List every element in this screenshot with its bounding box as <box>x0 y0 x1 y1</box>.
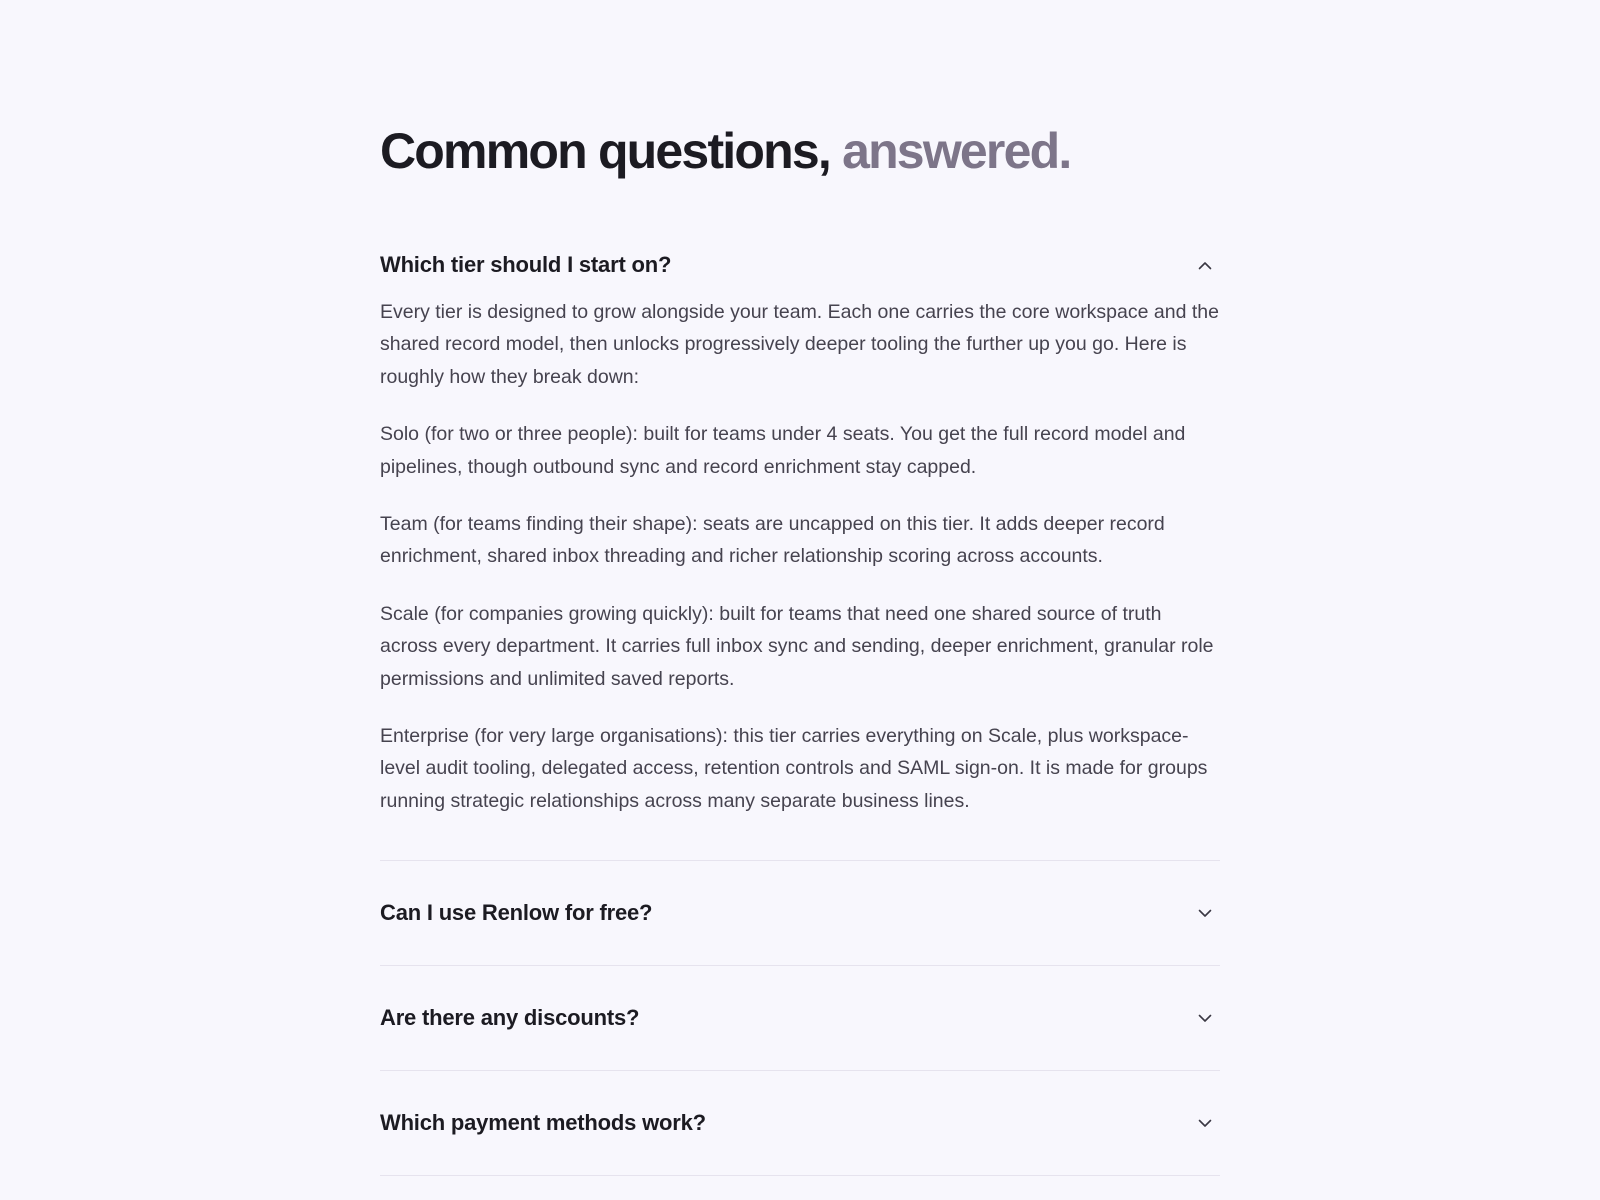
faq-list <box>380 230 1220 1176</box>
page-title <box>380 118 1070 184</box>
faq-answer <box>380 296 1220 860</box>
chevron-down-icon[interactable] <box>1194 1007 1216 1029</box>
faq-toggle-which-tier[interactable] <box>380 230 1220 300</box>
answer-paragraph-team: Team (for teams finding their shape): seats are uncapped on this tier. It adds deeper record enrichment, shared inbox threading and richer relationship scoring across accounts. <box>380 513 1165 568</box>
faq-question-text: Which payment methods work? <box>380 1110 706 1136</box>
faq-item-which-tier <box>380 230 1220 861</box>
faq-toggle-payment-methods[interactable] <box>380 1071 1220 1175</box>
faq-toggle-discounts[interactable] <box>380 966 1220 1070</box>
answer-paragraph-scale: Scale (for companies growing quickly): built for teams that need one shared source of truth across every department. It carries full inbox sync and sending, deeper enrichment, granular role permissions and unlimited saved reports. <box>380 602 1214 690</box>
faq-item-discounts <box>380 966 1220 1071</box>
chevron-up-icon[interactable] <box>1194 254 1216 276</box>
headline-accent: answered. <box>842 123 1071 179</box>
faq-toggle-free[interactable] <box>380 861 1220 965</box>
faq-item-free <box>380 861 1220 966</box>
faq-item-payment-methods <box>380 1071 1220 1176</box>
answer-paragraph-solo: Solo (for two or three people): built for teams under 4 seats. You get the full record model and pipelines, though outbound sync and record enrichment stay capped. <box>380 423 1186 478</box>
chevron-down-icon[interactable] <box>1194 902 1216 924</box>
answer-paragraph-intro: Every tier is designed to grow alongside your team. Each one carries the core workspace and the shared record model, then unlocks progressively deeper tooling the further up you go. Here is roughly how they break down: <box>380 301 1219 388</box>
faq-question-text: Are there any discounts? <box>380 1005 640 1031</box>
headline-main: Common questions, <box>380 123 830 179</box>
faq-question-text: Which tier should I start on? <box>380 252 672 277</box>
faq-question-text: Can I use Renlow for free? <box>380 900 653 926</box>
answer-paragraph-enterprise: Enterprise (for very large organisations): this tier carries everything on Scale, plus workspace-level audit tooling, delegated access, retention controls and SAML sign-on. It is made for groups running strategic relationships across many separate business lines. <box>380 725 1208 812</box>
chevron-down-icon[interactable] <box>1194 1112 1216 1134</box>
